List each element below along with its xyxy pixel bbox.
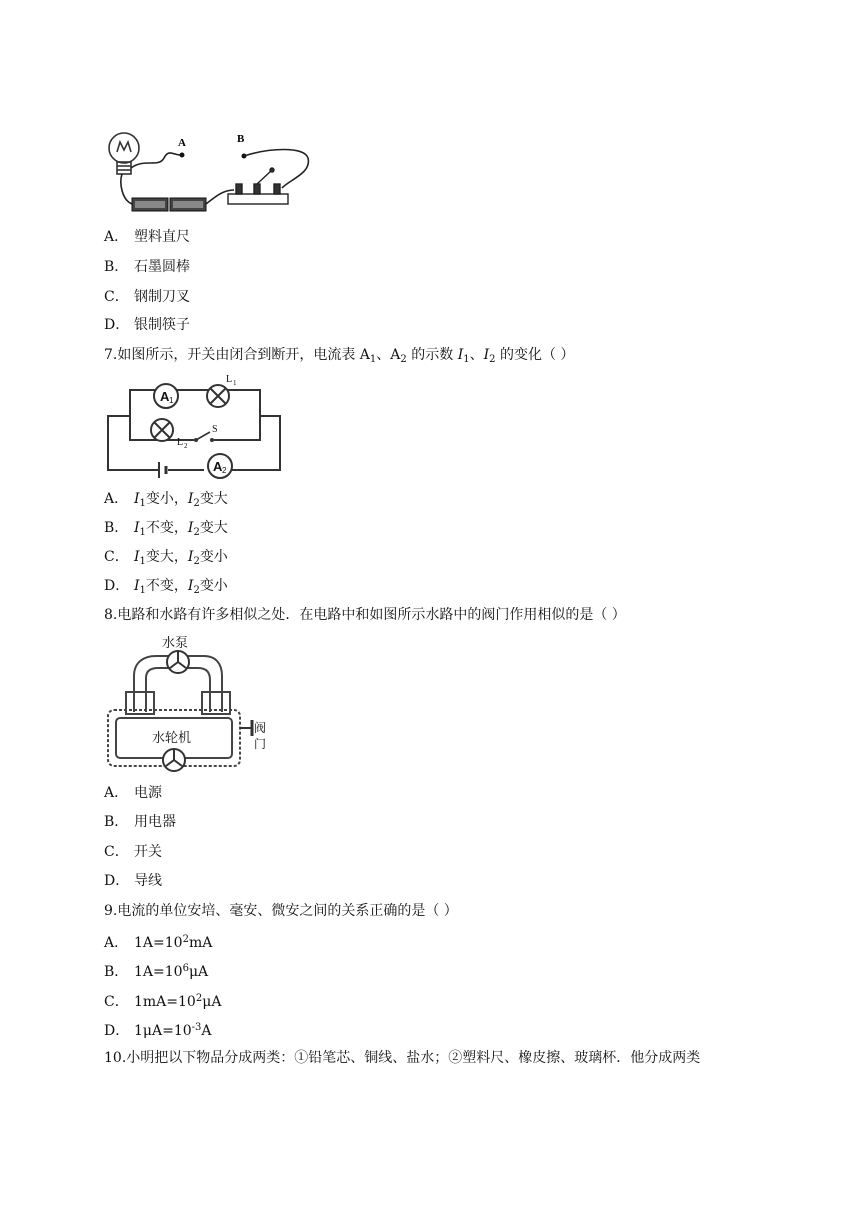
q6-option-b[interactable] bbox=[104, 257, 190, 277]
option-letter: B． bbox=[104, 814, 129, 830]
option-i2-sub: 2 bbox=[193, 498, 200, 509]
q7-i1-sub: 1 bbox=[463, 354, 470, 365]
wire-bulb-to-a bbox=[131, 153, 182, 168]
option-text: 导线 bbox=[134, 873, 162, 889]
q7-stem bbox=[104, 345, 574, 370]
ammeter-a1-label: A bbox=[160, 389, 170, 404]
option-i1: I bbox=[134, 520, 140, 536]
option-pre: 1A=10 bbox=[134, 935, 183, 951]
valve-label-1: 阀 bbox=[254, 721, 267, 735]
q7-option-b[interactable] bbox=[104, 518, 228, 543]
option-exponent: -3 bbox=[191, 1022, 202, 1033]
lamp-l2-label: L bbox=[177, 437, 184, 448]
option-letter: D． bbox=[104, 1023, 130, 1039]
option-text-1: 变大， bbox=[145, 549, 188, 565]
q7-comma: 、 bbox=[469, 347, 484, 363]
option-pre: 1A=10 bbox=[134, 964, 183, 980]
option-i2: I bbox=[187, 549, 194, 565]
q7-option-a[interactable] bbox=[104, 489, 228, 514]
battery-symbol-icon bbox=[158, 462, 168, 478]
option-text: 石墨圆棒 bbox=[134, 259, 190, 275]
q7-text-prefix: 7.如图所示，开关由闭合到断开，电流表 A bbox=[104, 347, 370, 363]
q9-option-d[interactable] bbox=[104, 1018, 212, 1041]
lamp-l2-sub: 2 bbox=[184, 442, 188, 450]
q7-option-d[interactable] bbox=[104, 576, 228, 601]
option-pre: 1μA=10 bbox=[134, 1023, 192, 1039]
option-i2-sub: 2 bbox=[193, 556, 200, 567]
option-i1-sub: 1 bbox=[139, 498, 146, 509]
circuit-figure-open-ends bbox=[104, 128, 314, 216]
lamp-l2-icon bbox=[151, 419, 188, 450]
option-i2: I bbox=[187, 491, 194, 507]
option-i2-sub: 2 bbox=[193, 527, 200, 538]
knife-switch-icon bbox=[228, 168, 288, 204]
option-letter: A． bbox=[104, 491, 129, 507]
option-letter: B． bbox=[104, 520, 129, 536]
option-letter: A． bbox=[104, 935, 129, 951]
option-exponent: 2 bbox=[182, 934, 189, 945]
q8-option-b[interactable] bbox=[104, 812, 176, 832]
option-text-2: 变小 bbox=[199, 549, 228, 565]
q10-stem bbox=[104, 1048, 700, 1068]
q8-stem bbox=[104, 605, 626, 625]
option-text-1: 不变， bbox=[145, 520, 188, 536]
turbine-label: 水轮机 bbox=[152, 731, 192, 746]
valve-label-2: 门 bbox=[254, 737, 267, 751]
wire-bulb-to-battery bbox=[121, 174, 132, 204]
q7-a2-sub: 2 bbox=[400, 354, 407, 365]
option-text: 钢制刀叉 bbox=[134, 289, 190, 305]
q8-option-c[interactable] bbox=[104, 842, 162, 862]
q7-option-c[interactable] bbox=[104, 547, 228, 572]
q8-option-a[interactable] bbox=[104, 783, 162, 803]
option-i1: I bbox=[134, 549, 140, 565]
q9-stem bbox=[104, 901, 458, 921]
option-letter: C． bbox=[104, 549, 129, 565]
q9-option-a[interactable] bbox=[104, 930, 212, 953]
option-text: 用电器 bbox=[134, 814, 176, 830]
q8-option-d[interactable] bbox=[104, 871, 162, 891]
option-unit: mA bbox=[188, 935, 213, 951]
option-exponent: 6 bbox=[182, 963, 189, 974]
option-i1: I bbox=[134, 578, 140, 594]
label-a: A bbox=[178, 137, 186, 149]
q7-a1-sub: 1 bbox=[369, 354, 377, 365]
option-pre: 1mA=10 bbox=[134, 994, 196, 1010]
q7-text-mid: 的示数 bbox=[406, 347, 458, 363]
switch-s-label: S bbox=[212, 424, 218, 435]
option-i2: I bbox=[187, 578, 194, 594]
option-letter: B． bbox=[104, 964, 129, 980]
option-letter: A． bbox=[104, 785, 129, 801]
option-exponent: 2 bbox=[195, 993, 203, 1004]
terminal-a bbox=[180, 153, 185, 158]
q6-option-c[interactable] bbox=[104, 287, 190, 307]
battery-icon bbox=[132, 198, 206, 211]
label-b: B bbox=[237, 133, 245, 145]
option-i2-sub: 2 bbox=[193, 585, 200, 596]
option-unit: μA bbox=[188, 964, 209, 980]
option-text: 电源 bbox=[134, 785, 162, 801]
ammeter-a2-sub: 2 bbox=[222, 466, 227, 475]
q7-i1: I bbox=[457, 347, 464, 363]
q9-option-c[interactable] bbox=[104, 989, 221, 1012]
light-bulb-icon bbox=[109, 133, 139, 174]
wire-b-to-switch bbox=[244, 150, 308, 189]
lamp-l1-sub: 1 bbox=[233, 379, 237, 387]
q7-text-suffix: 的变化（ ） bbox=[495, 347, 575, 363]
option-letter: C． bbox=[104, 994, 129, 1010]
option-letter: D． bbox=[104, 317, 130, 333]
option-i1-sub: 1 bbox=[139, 527, 146, 538]
water-circuit-figure bbox=[104, 632, 274, 774]
option-text-2: 变大 bbox=[199, 491, 228, 507]
option-i2: I bbox=[187, 520, 194, 536]
q6-option-a[interactable] bbox=[104, 227, 190, 247]
q7-text-sep: 、A bbox=[376, 347, 401, 363]
option-i1: I bbox=[134, 491, 140, 507]
option-text: 银制筷子 bbox=[134, 317, 190, 333]
circuit-figure-ammeters bbox=[104, 372, 284, 480]
q9-option-b[interactable] bbox=[104, 959, 208, 982]
option-text-2: 变小 bbox=[199, 578, 228, 594]
option-text: 塑料直尺 bbox=[134, 229, 190, 245]
option-letter: D． bbox=[104, 873, 130, 889]
option-unit: μA bbox=[202, 994, 222, 1010]
option-unit: A bbox=[201, 1023, 212, 1039]
option-letter: C． bbox=[104, 844, 129, 860]
ammeter-a1-sub: 1 bbox=[169, 396, 174, 405]
option-i1-sub: 1 bbox=[139, 585, 146, 596]
option-letter: A． bbox=[104, 229, 129, 245]
lamp-l1-label: L bbox=[226, 374, 233, 385]
option-letter: B． bbox=[104, 259, 129, 275]
ammeter-a2-icon bbox=[208, 454, 232, 478]
q10-text: 10.小明把以下物品分成两类：①铅笔芯、铜线、盐水；②塑料尺、橡皮擦、玻璃杯．他分成两类 bbox=[104, 1050, 701, 1066]
q6-option-d[interactable] bbox=[104, 315, 190, 335]
ammeter-a2-label: A bbox=[213, 459, 223, 474]
circuit-wires bbox=[108, 390, 280, 470]
q7-i2: I bbox=[483, 347, 490, 363]
option-text-1: 不变， bbox=[145, 578, 188, 594]
pump-label: 水泵 bbox=[162, 636, 189, 651]
option-text-1: 变小， bbox=[145, 491, 188, 507]
q8-text: 8.电路和水路有许多相似之处．在电路中和如图所示水路中的阀门作用相似的是（ ） bbox=[104, 607, 626, 623]
option-text: 开关 bbox=[134, 844, 162, 860]
option-text-2: 变大 bbox=[199, 520, 228, 536]
q9-text: 9.电流的单位安培、毫安、微安之间的关系正确的是（ ） bbox=[104, 903, 458, 919]
option-letter: D． bbox=[104, 578, 130, 594]
valve-icon bbox=[240, 720, 266, 751]
q7-i2-sub: 2 bbox=[489, 354, 496, 365]
option-i1-sub: 1 bbox=[139, 556, 146, 567]
option-letter: C． bbox=[104, 289, 129, 305]
ammeter-a1-icon bbox=[154, 384, 178, 408]
turbine-icon bbox=[152, 730, 191, 771]
